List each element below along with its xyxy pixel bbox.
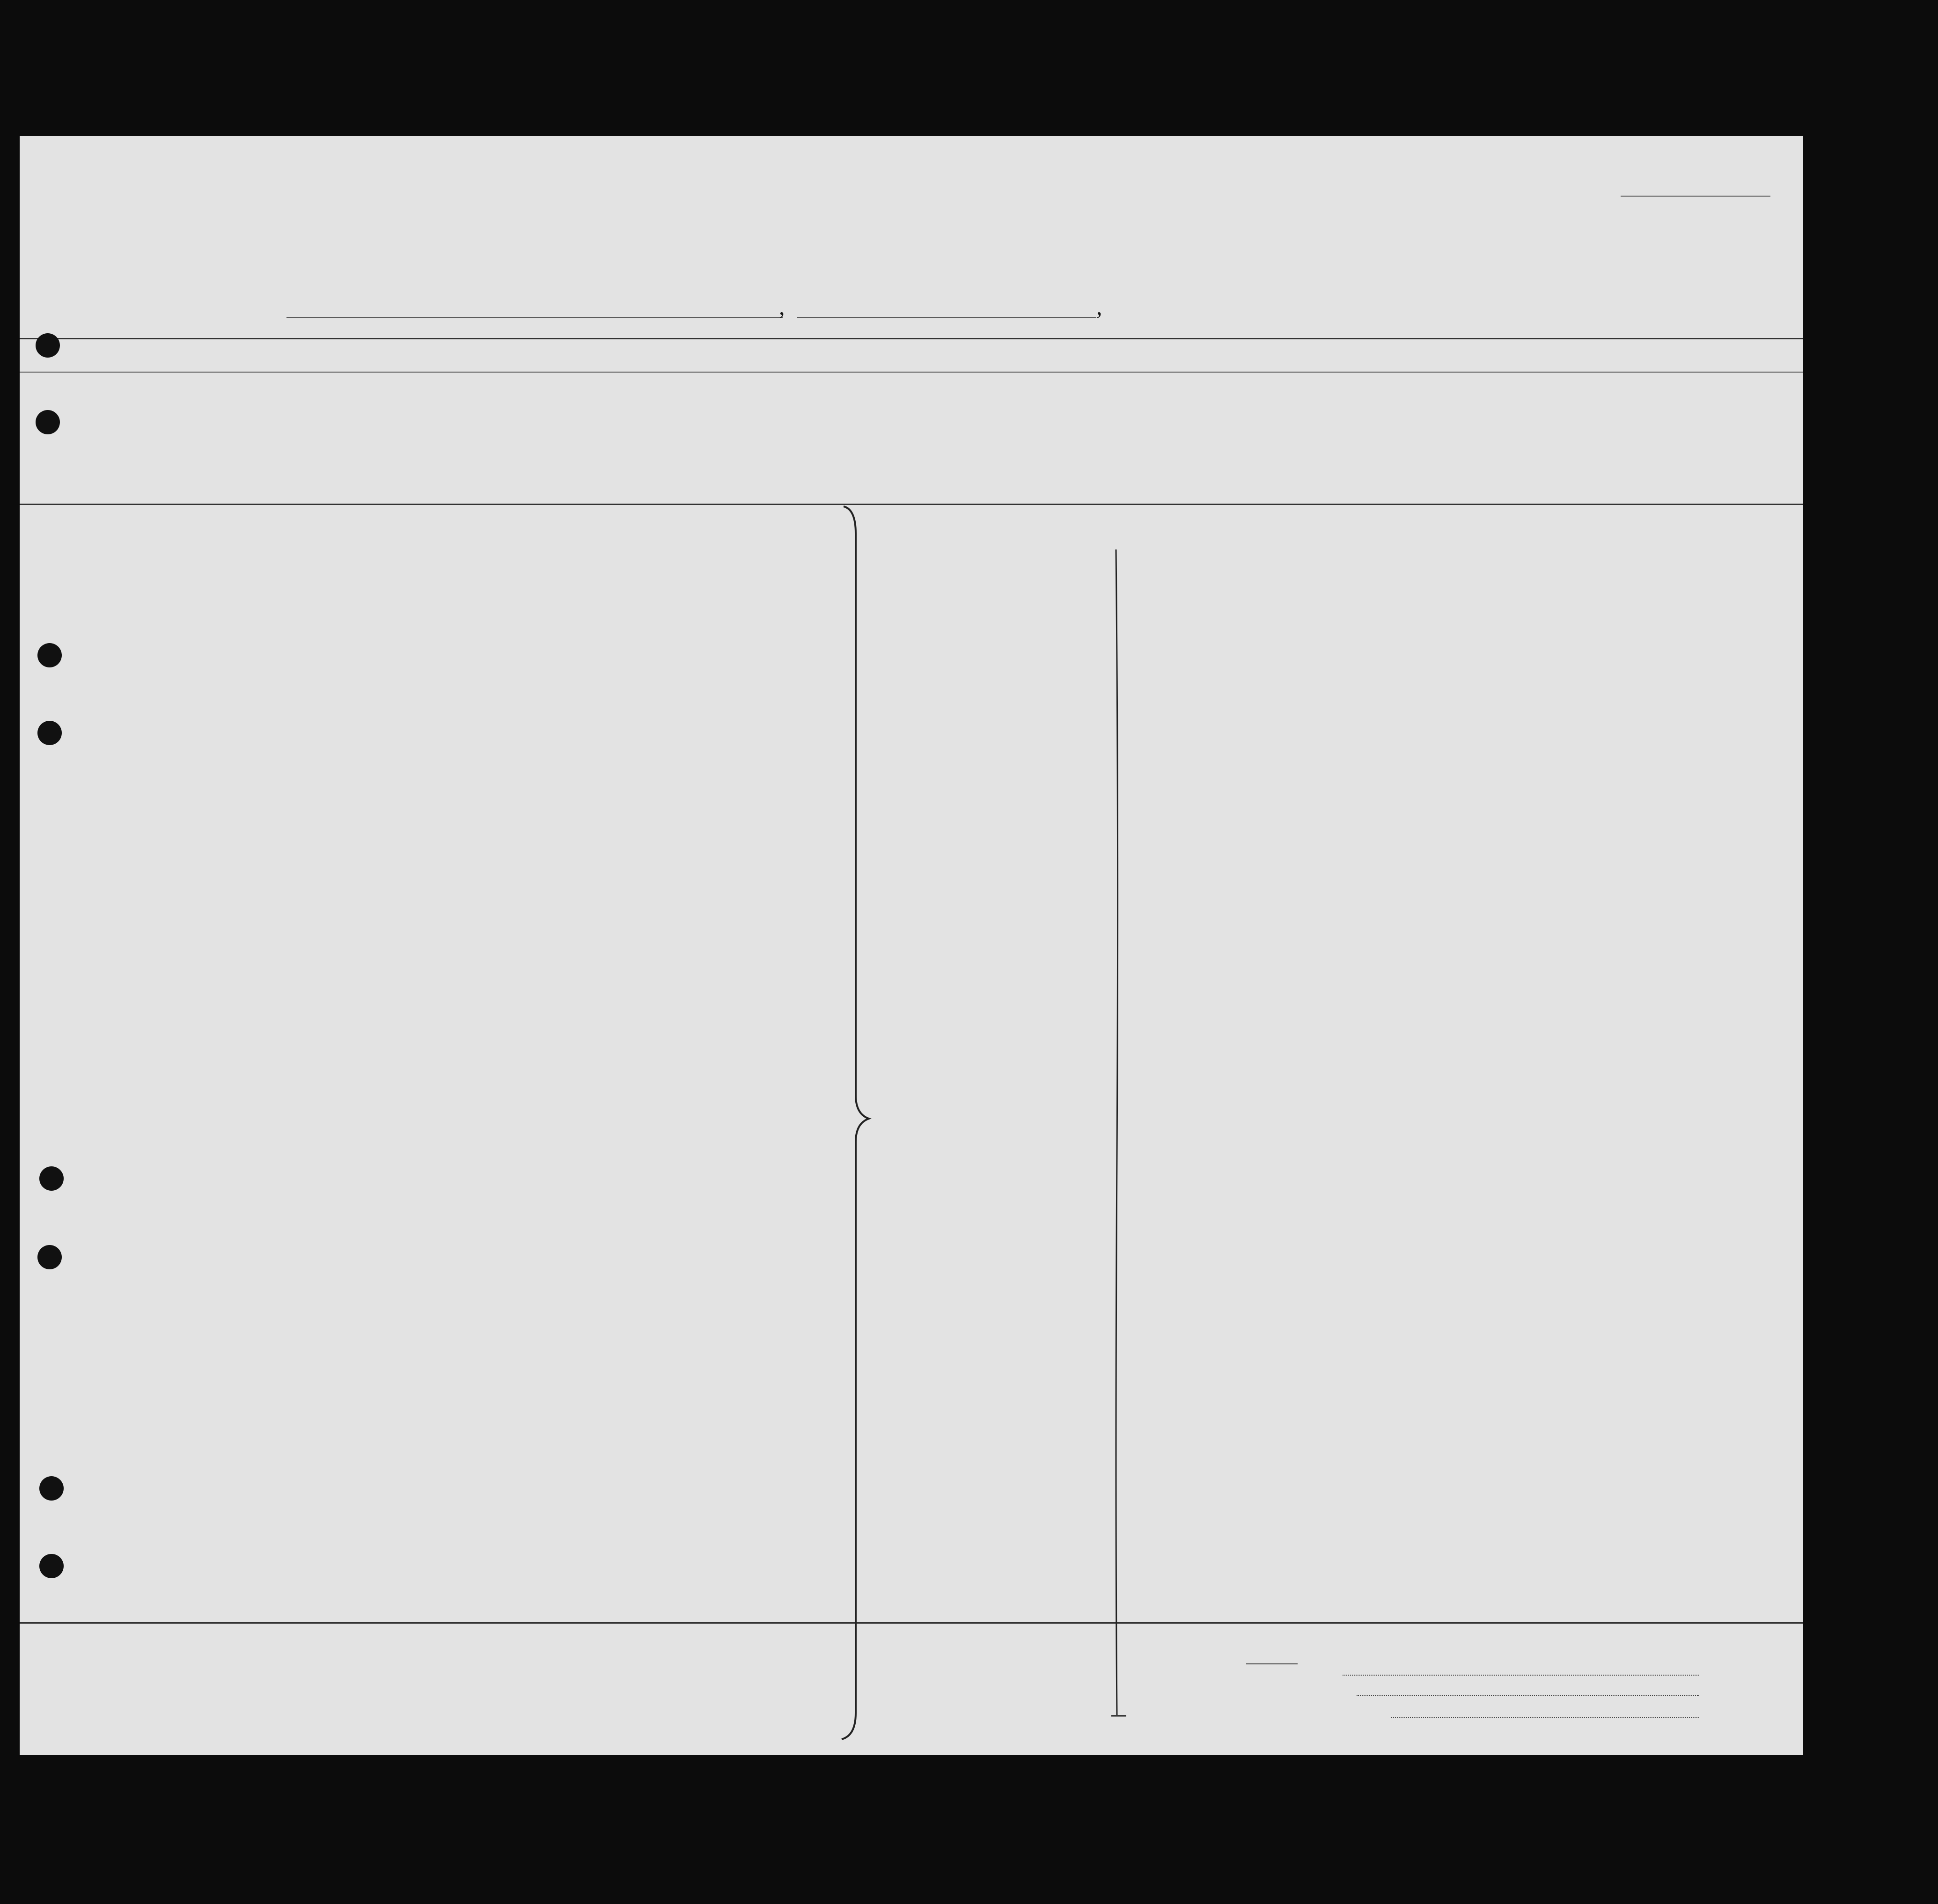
joining-brace	[839, 505, 876, 1741]
manifest-sheet: , ,	[20, 136, 1803, 1755]
punch-hole	[39, 1554, 64, 1578]
punch-hole	[37, 1245, 62, 1269]
punch-hole	[39, 1476, 64, 1501]
punch-hole	[37, 643, 62, 667]
punch-hole	[37, 721, 62, 745]
local-agents-field	[1391, 1717, 1699, 1719]
punch-hole	[36, 333, 60, 358]
line-field	[1343, 1675, 1699, 1677]
owners-field	[1357, 1695, 1699, 1697]
punch-hole	[39, 1166, 64, 1191]
punch-hole	[36, 410, 60, 434]
transit-ditto-line	[1110, 548, 1129, 1727]
